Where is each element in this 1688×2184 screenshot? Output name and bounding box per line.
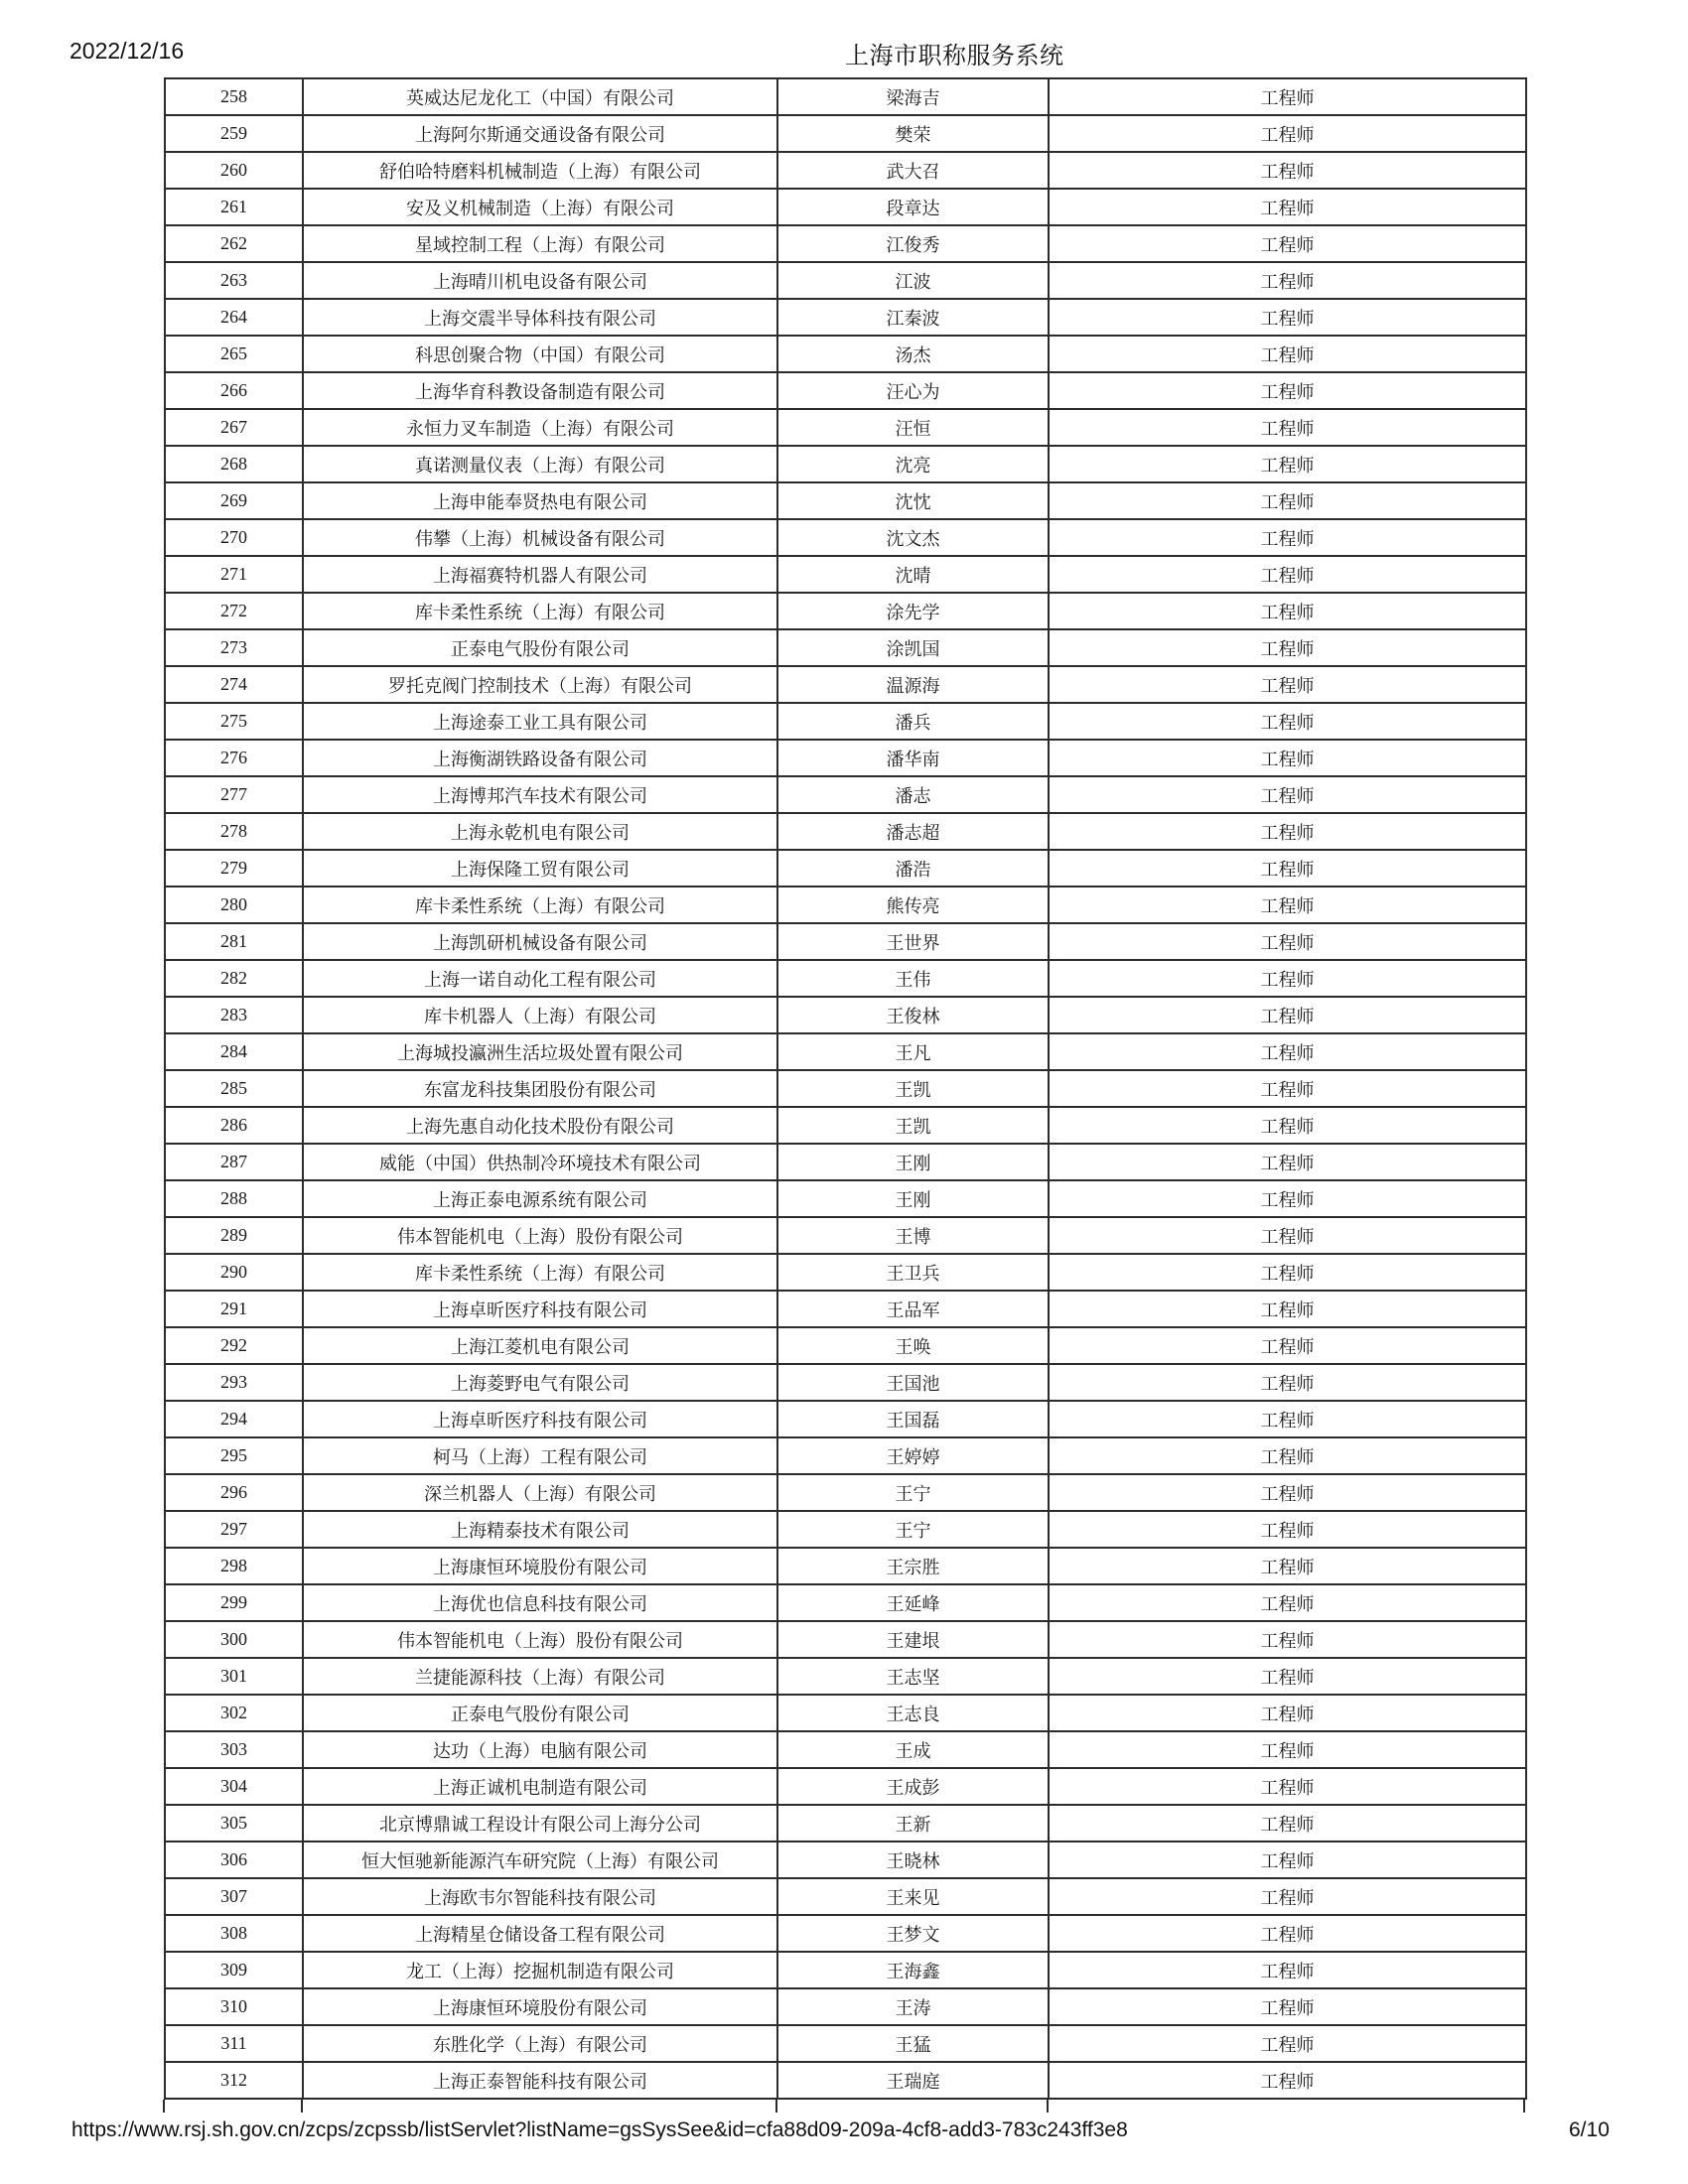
job-title-cell: 工程师 <box>1049 225 1526 262</box>
person-name-cell: 沈晴 <box>777 556 1049 593</box>
person-name-cell: 王卫兵 <box>777 1254 1049 1291</box>
table-row <box>165 1070 1526 1107</box>
job-title-cell: 工程师 <box>1049 1401 1526 1437</box>
row-number-cell: 287 <box>165 1144 303 1180</box>
row-number-cell: 258 <box>165 78 303 115</box>
row-number-cell: 305 <box>165 1805 303 1842</box>
job-title-cell: 工程师 <box>1049 997 1526 1033</box>
job-title-cell: 工程师 <box>1049 1695 1526 1731</box>
table-row <box>165 1548 1526 1584</box>
row-number-cell: 271 <box>165 556 303 593</box>
person-name-cell: 王延峰 <box>777 1584 1049 1621</box>
table-row <box>165 1658 1526 1695</box>
person-name-cell: 王志坚 <box>777 1658 1049 1695</box>
next-row-stub-line <box>163 2100 165 2113</box>
company-name-cell: 柯马（上海）工程有限公司 <box>303 1437 777 1474</box>
company-name-cell: 库卡柔性系统（上海）有限公司 <box>303 1254 777 1291</box>
table-row <box>165 1695 1526 1731</box>
row-number-cell: 277 <box>165 776 303 813</box>
person-name-cell: 沈忱 <box>777 482 1049 519</box>
company-name-cell: 上海凯研机械设备有限公司 <box>303 923 777 960</box>
table-row <box>165 960 1526 997</box>
table-row <box>165 556 1526 593</box>
job-title-cell: 工程师 <box>1049 519 1526 556</box>
job-title-cell: 工程师 <box>1049 1327 1526 1364</box>
row-number-cell: 302 <box>165 1695 303 1731</box>
row-number-cell: 280 <box>165 887 303 923</box>
table-row <box>165 482 1526 519</box>
job-title-cell: 工程师 <box>1049 1511 1526 1548</box>
company-name-cell: 上海正诚机电制造有限公司 <box>303 1768 777 1805</box>
job-title-cell: 工程师 <box>1049 1988 1526 2025</box>
row-number-cell: 310 <box>165 1988 303 2025</box>
job-title-cell: 工程师 <box>1049 813 1526 850</box>
company-name-cell: 上海江菱机电有限公司 <box>303 1327 777 1364</box>
row-number-cell: 300 <box>165 1621 303 1658</box>
row-number-cell: 263 <box>165 262 303 299</box>
person-name-cell: 温源海 <box>777 666 1049 703</box>
table-row <box>165 1584 1526 1621</box>
company-name-cell: 伟攀（上海）机械设备有限公司 <box>303 519 777 556</box>
row-number-cell: 281 <box>165 923 303 960</box>
row-number-cell: 306 <box>165 1842 303 1878</box>
table-row <box>165 262 1526 299</box>
job-title-cell: 工程师 <box>1049 299 1526 336</box>
job-title-cell: 工程师 <box>1049 960 1526 997</box>
row-number-cell: 309 <box>165 1952 303 1988</box>
row-number-cell: 285 <box>165 1070 303 1107</box>
person-name-cell: 王品军 <box>777 1291 1049 1327</box>
table-row <box>165 740 1526 776</box>
job-title-cell: 工程师 <box>1049 666 1526 703</box>
job-title-cell: 工程师 <box>1049 115 1526 152</box>
row-number-cell: 282 <box>165 960 303 997</box>
company-name-cell: 舒伯哈特磨料机械制造（上海）有限公司 <box>303 152 777 189</box>
person-name-cell: 王凯 <box>777 1070 1049 1107</box>
company-name-cell: 上海菱野电气有限公司 <box>303 1364 777 1401</box>
person-name-cell: 王刚 <box>777 1144 1049 1180</box>
company-name-cell: 上海优也信息科技有限公司 <box>303 1584 777 1621</box>
row-number-cell: 289 <box>165 1217 303 1254</box>
person-name-cell: 王国池 <box>777 1364 1049 1401</box>
row-number-cell: 303 <box>165 1731 303 1768</box>
job-title-cell: 工程师 <box>1049 1254 1526 1291</box>
table-row <box>165 2062 1526 2099</box>
company-name-cell: 威能（中国）供热制冷环境技术有限公司 <box>303 1144 777 1180</box>
person-name-cell: 王唤 <box>777 1327 1049 1364</box>
row-number-cell: 284 <box>165 1033 303 1070</box>
table-row <box>165 776 1526 813</box>
person-name-cell: 王世界 <box>777 923 1049 960</box>
company-name-cell: 上海一诺自动化工程有限公司 <box>303 960 777 997</box>
print-header-date: 2022/12/16 <box>70 38 185 64</box>
table-row <box>165 1952 1526 1988</box>
table-row <box>165 1401 1526 1437</box>
person-name-cell: 王刚 <box>777 1180 1049 1217</box>
person-name-cell: 王猛 <box>777 2025 1049 2062</box>
job-title-cell: 工程师 <box>1049 1180 1526 1217</box>
company-name-cell: 恒大恒驰新能源汽车研究院（上海）有限公司 <box>303 1842 777 1878</box>
person-name-cell: 王博 <box>777 1217 1049 1254</box>
job-title-cell: 工程师 <box>1049 1731 1526 1768</box>
table-row <box>165 1033 1526 1070</box>
company-name-cell: 上海正泰智能科技有限公司 <box>303 2062 777 2099</box>
row-number-cell: 293 <box>165 1364 303 1401</box>
table-row <box>165 1621 1526 1658</box>
table-row <box>165 152 1526 189</box>
row-number-cell: 299 <box>165 1584 303 1621</box>
company-name-cell: 东胜化学（上海）有限公司 <box>303 2025 777 2062</box>
row-number-cell: 264 <box>165 299 303 336</box>
person-name-cell: 王海鑫 <box>777 1952 1049 1988</box>
company-name-cell: 正泰电气股份有限公司 <box>303 629 777 666</box>
person-name-cell: 涂凯国 <box>777 629 1049 666</box>
next-row-stub-line <box>1047 2100 1049 2113</box>
person-name-cell: 樊荣 <box>777 115 1049 152</box>
job-title-cell: 工程师 <box>1049 703 1526 740</box>
person-name-cell: 沈亮 <box>777 446 1049 482</box>
job-title-cell: 工程师 <box>1049 776 1526 813</box>
table-row <box>165 78 1526 115</box>
next-row-stub-line <box>1523 2100 1525 2113</box>
person-name-cell: 汪恒 <box>777 409 1049 446</box>
job-title-cell: 工程师 <box>1049 1144 1526 1180</box>
company-name-cell: 上海福赛特机器人有限公司 <box>303 556 777 593</box>
row-number-cell: 279 <box>165 850 303 887</box>
row-number-cell: 283 <box>165 997 303 1033</box>
row-number-cell: 301 <box>165 1658 303 1695</box>
table-row <box>165 1180 1526 1217</box>
person-name-cell: 武大召 <box>777 152 1049 189</box>
row-number-cell: 288 <box>165 1180 303 1217</box>
table-row <box>165 1437 1526 1474</box>
print-footer-url: https://www.rsj.sh.gov.cn/zcps/zcpssb/listServlet?listName=gsSysSee&id=cfa88d09-209a-4cf8-add3-783c243ff3e8 <box>71 2118 1128 2141</box>
person-name-cell: 王国磊 <box>777 1401 1049 1437</box>
company-name-cell: 上海精泰技术有限公司 <box>303 1511 777 1548</box>
job-title-cell: 工程师 <box>1049 1070 1526 1107</box>
row-number-cell: 274 <box>165 666 303 703</box>
table-row <box>165 1144 1526 1180</box>
table-row <box>165 299 1526 336</box>
row-number-cell: 296 <box>165 1474 303 1511</box>
company-name-cell: 上海卓昕医疗科技有限公司 <box>303 1291 777 1327</box>
person-name-cell: 王伟 <box>777 960 1049 997</box>
table-row <box>165 1768 1526 1805</box>
person-name-cell: 王俊林 <box>777 997 1049 1033</box>
company-name-cell: 上海康恒环境股份有限公司 <box>303 1548 777 1584</box>
person-name-cell: 汤杰 <box>777 336 1049 372</box>
table-row <box>165 1291 1526 1327</box>
table-row <box>165 1364 1526 1401</box>
company-name-cell: 上海先惠自动化技术股份有限公司 <box>303 1107 777 1144</box>
table-row <box>165 1731 1526 1768</box>
person-name-cell: 王晓林 <box>777 1842 1049 1878</box>
company-name-cell: 永恒力叉车制造（上海）有限公司 <box>303 409 777 446</box>
next-row-stub-line <box>301 2100 303 2113</box>
title-list-table <box>164 77 1527 2100</box>
job-title-cell: 工程师 <box>1049 556 1526 593</box>
company-name-cell: 上海衡湖铁路设备有限公司 <box>303 740 777 776</box>
company-name-cell: 上海正泰电源系统有限公司 <box>303 1180 777 1217</box>
job-title-cell: 工程师 <box>1049 1033 1526 1070</box>
table-row <box>165 1217 1526 1254</box>
company-name-cell: 上海精星仓储设备工程有限公司 <box>303 1915 777 1952</box>
job-title-cell: 工程师 <box>1049 1474 1526 1511</box>
company-name-cell: 上海途泰工业工具有限公司 <box>303 703 777 740</box>
job-title-cell: 工程师 <box>1049 1364 1526 1401</box>
person-name-cell: 王成 <box>777 1731 1049 1768</box>
table-row <box>165 372 1526 409</box>
company-name-cell: 库卡柔性系统（上海）有限公司 <box>303 887 777 923</box>
person-name-cell: 熊传亮 <box>777 887 1049 923</box>
job-title-cell: 工程师 <box>1049 923 1526 960</box>
table-row <box>165 1915 1526 1952</box>
company-name-cell: 龙工（上海）挖掘机制造有限公司 <box>303 1952 777 1988</box>
row-number-cell: 262 <box>165 225 303 262</box>
next-row-stub-line <box>775 2100 777 2113</box>
company-name-cell: 上海交震半导体科技有限公司 <box>303 299 777 336</box>
table-row <box>165 923 1526 960</box>
company-name-cell: 北京博鼎诚工程设计有限公司上海分公司 <box>303 1805 777 1842</box>
row-number-cell: 269 <box>165 482 303 519</box>
row-number-cell: 286 <box>165 1107 303 1144</box>
job-title-cell: 工程师 <box>1049 1878 1526 1915</box>
table-body <box>165 78 1526 2099</box>
job-title-cell: 工程师 <box>1049 593 1526 629</box>
row-number-cell: 268 <box>165 446 303 482</box>
person-name-cell: 王婷婷 <box>777 1437 1049 1474</box>
person-name-cell: 王新 <box>777 1805 1049 1842</box>
job-title-cell: 工程师 <box>1049 446 1526 482</box>
person-name-cell: 王凯 <box>777 1107 1049 1144</box>
company-name-cell: 深兰机器人（上海）有限公司 <box>303 1474 777 1511</box>
person-name-cell: 王来见 <box>777 1878 1049 1915</box>
company-name-cell: 上海晴川机电设备有限公司 <box>303 262 777 299</box>
person-name-cell: 江俊秀 <box>777 225 1049 262</box>
job-title-cell: 工程师 <box>1049 740 1526 776</box>
table-row <box>165 813 1526 850</box>
person-name-cell: 江波 <box>777 262 1049 299</box>
person-name-cell: 涂先学 <box>777 593 1049 629</box>
company-name-cell: 英威达尼龙化工（中国）有限公司 <box>303 78 777 115</box>
row-number-cell: 308 <box>165 1915 303 1952</box>
row-number-cell: 275 <box>165 703 303 740</box>
job-title-cell: 工程师 <box>1049 1621 1526 1658</box>
row-number-cell: 290 <box>165 1254 303 1291</box>
job-title-cell: 工程师 <box>1049 1217 1526 1254</box>
job-title-cell: 工程师 <box>1049 336 1526 372</box>
company-name-cell: 上海阿尔斯通交通设备有限公司 <box>303 115 777 152</box>
company-name-cell: 科思创聚合物（中国）有限公司 <box>303 336 777 372</box>
company-name-cell: 伟本智能机电（上海）股份有限公司 <box>303 1217 777 1254</box>
job-title-cell: 工程师 <box>1049 1805 1526 1842</box>
table-row <box>165 666 1526 703</box>
job-title-cell: 工程师 <box>1049 189 1526 225</box>
job-title-cell: 工程师 <box>1049 1768 1526 1805</box>
row-number-cell: 304 <box>165 1768 303 1805</box>
row-number-cell: 266 <box>165 372 303 409</box>
row-number-cell: 295 <box>165 1437 303 1474</box>
person-name-cell: 江秦波 <box>777 299 1049 336</box>
person-name-cell: 梁海吉 <box>777 78 1049 115</box>
company-name-cell: 上海卓昕医疗科技有限公司 <box>303 1401 777 1437</box>
table-row <box>165 703 1526 740</box>
table-row <box>165 1107 1526 1144</box>
table-row <box>165 1842 1526 1878</box>
row-number-cell: 267 <box>165 409 303 446</box>
table-row <box>165 115 1526 152</box>
person-name-cell: 王宁 <box>777 1474 1049 1511</box>
person-name-cell: 王成彭 <box>777 1768 1049 1805</box>
company-name-cell: 库卡柔性系统（上海）有限公司 <box>303 593 777 629</box>
person-name-cell: 王凡 <box>777 1033 1049 1070</box>
row-number-cell: 297 <box>165 1511 303 1548</box>
person-name-cell: 汪心为 <box>777 372 1049 409</box>
job-title-cell: 工程师 <box>1049 1584 1526 1621</box>
company-name-cell: 伟本智能机电（上海）股份有限公司 <box>303 1621 777 1658</box>
company-name-cell: 星域控制工程（上海）有限公司 <box>303 225 777 262</box>
company-name-cell: 正泰电气股份有限公司 <box>303 1695 777 1731</box>
person-name-cell: 王梦文 <box>777 1915 1049 1952</box>
company-name-cell: 上海申能奉贤热电有限公司 <box>303 482 777 519</box>
person-name-cell: 潘志 <box>777 776 1049 813</box>
table-row <box>165 593 1526 629</box>
job-title-cell: 工程师 <box>1049 409 1526 446</box>
company-name-cell: 上海保隆工贸有限公司 <box>303 850 777 887</box>
person-name-cell: 段章达 <box>777 189 1049 225</box>
company-name-cell: 上海康恒环境股份有限公司 <box>303 1988 777 2025</box>
company-name-cell: 达功（上海）电脑有限公司 <box>303 1731 777 1768</box>
job-title-cell: 工程师 <box>1049 1437 1526 1474</box>
company-name-cell: 安及义机械制造（上海）有限公司 <box>303 189 777 225</box>
job-title-cell: 工程师 <box>1049 482 1526 519</box>
table-row <box>165 997 1526 1033</box>
person-name-cell: 王宗胜 <box>777 1548 1049 1584</box>
row-number-cell: 312 <box>165 2062 303 2099</box>
row-number-cell: 307 <box>165 1878 303 1915</box>
job-title-cell: 工程师 <box>1049 629 1526 666</box>
job-title-cell: 工程师 <box>1049 78 1526 115</box>
table-row <box>165 850 1526 887</box>
table-row <box>165 2025 1526 2062</box>
table-row <box>165 336 1526 372</box>
row-number-cell: 265 <box>165 336 303 372</box>
job-title-cell: 工程师 <box>1049 152 1526 189</box>
person-name-cell: 潘兵 <box>777 703 1049 740</box>
job-title-cell: 工程师 <box>1049 887 1526 923</box>
row-number-cell: 276 <box>165 740 303 776</box>
person-name-cell: 王宁 <box>777 1511 1049 1548</box>
row-number-cell: 260 <box>165 152 303 189</box>
job-title-cell: 工程师 <box>1049 372 1526 409</box>
row-number-cell: 259 <box>165 115 303 152</box>
job-title-cell: 工程师 <box>1049 262 1526 299</box>
company-name-cell: 东富龙科技集团股份有限公司 <box>303 1070 777 1107</box>
person-name-cell: 王志良 <box>777 1695 1049 1731</box>
person-name-cell: 潘志超 <box>777 813 1049 850</box>
company-name-cell: 上海华育科教设备制造有限公司 <box>303 372 777 409</box>
table-row <box>165 225 1526 262</box>
table-row <box>165 1988 1526 2025</box>
table-row <box>165 1805 1526 1842</box>
row-number-cell: 270 <box>165 519 303 556</box>
person-name-cell: 潘浩 <box>777 850 1049 887</box>
table-row <box>165 1327 1526 1364</box>
table-row <box>165 1254 1526 1291</box>
job-title-cell: 工程师 <box>1049 2062 1526 2099</box>
person-name-cell: 王瑞庭 <box>777 2062 1049 2099</box>
company-name-cell: 上海城投瀛洲生活垃圾处置有限公司 <box>303 1033 777 1070</box>
table-row <box>165 629 1526 666</box>
company-name-cell: 上海欧韦尔智能科技有限公司 <box>303 1878 777 1915</box>
job-title-cell: 工程师 <box>1049 850 1526 887</box>
job-title-cell: 工程师 <box>1049 1107 1526 1144</box>
job-title-cell: 工程师 <box>1049 1952 1526 1988</box>
page-title: 上海市职称服务系统 <box>845 43 1064 69</box>
company-name-cell: 兰捷能源科技（上海）有限公司 <box>303 1658 777 1695</box>
table-row <box>165 409 1526 446</box>
row-number-cell: 291 <box>165 1291 303 1327</box>
job-title-cell: 工程师 <box>1049 2025 1526 2062</box>
table-row <box>165 446 1526 482</box>
company-name-cell: 库卡机器人（上海）有限公司 <box>303 997 777 1033</box>
table-row <box>165 519 1526 556</box>
person-name-cell: 潘华南 <box>777 740 1049 776</box>
job-title-cell: 工程师 <box>1049 1291 1526 1327</box>
company-name-cell: 罗托克阀门控制技术（上海）有限公司 <box>303 666 777 703</box>
person-name-cell: 沈文杰 <box>777 519 1049 556</box>
page-number: 6/10 <box>1569 2118 1610 2141</box>
company-name-cell: 真诺测量仪表（上海）有限公司 <box>303 446 777 482</box>
table-row <box>165 887 1526 923</box>
row-number-cell: 272 <box>165 593 303 629</box>
row-number-cell: 292 <box>165 1327 303 1364</box>
job-title-cell: 工程师 <box>1049 1548 1526 1584</box>
person-name-cell: 王涛 <box>777 1988 1049 2025</box>
job-title-cell: 工程师 <box>1049 1842 1526 1878</box>
table-row <box>165 1474 1526 1511</box>
company-name-cell: 上海博邦汽车技术有限公司 <box>303 776 777 813</box>
table-row <box>165 1511 1526 1548</box>
row-number-cell: 298 <box>165 1548 303 1584</box>
table-row <box>165 1878 1526 1915</box>
job-title-cell: 工程师 <box>1049 1658 1526 1695</box>
row-number-cell: 261 <box>165 189 303 225</box>
row-number-cell: 278 <box>165 813 303 850</box>
row-number-cell: 273 <box>165 629 303 666</box>
company-name-cell: 上海永乾机电有限公司 <box>303 813 777 850</box>
row-number-cell: 311 <box>165 2025 303 2062</box>
person-name-cell: 王建垠 <box>777 1621 1049 1658</box>
row-number-cell: 294 <box>165 1401 303 1437</box>
table-row <box>165 189 1526 225</box>
job-title-cell: 工程师 <box>1049 1915 1526 1952</box>
